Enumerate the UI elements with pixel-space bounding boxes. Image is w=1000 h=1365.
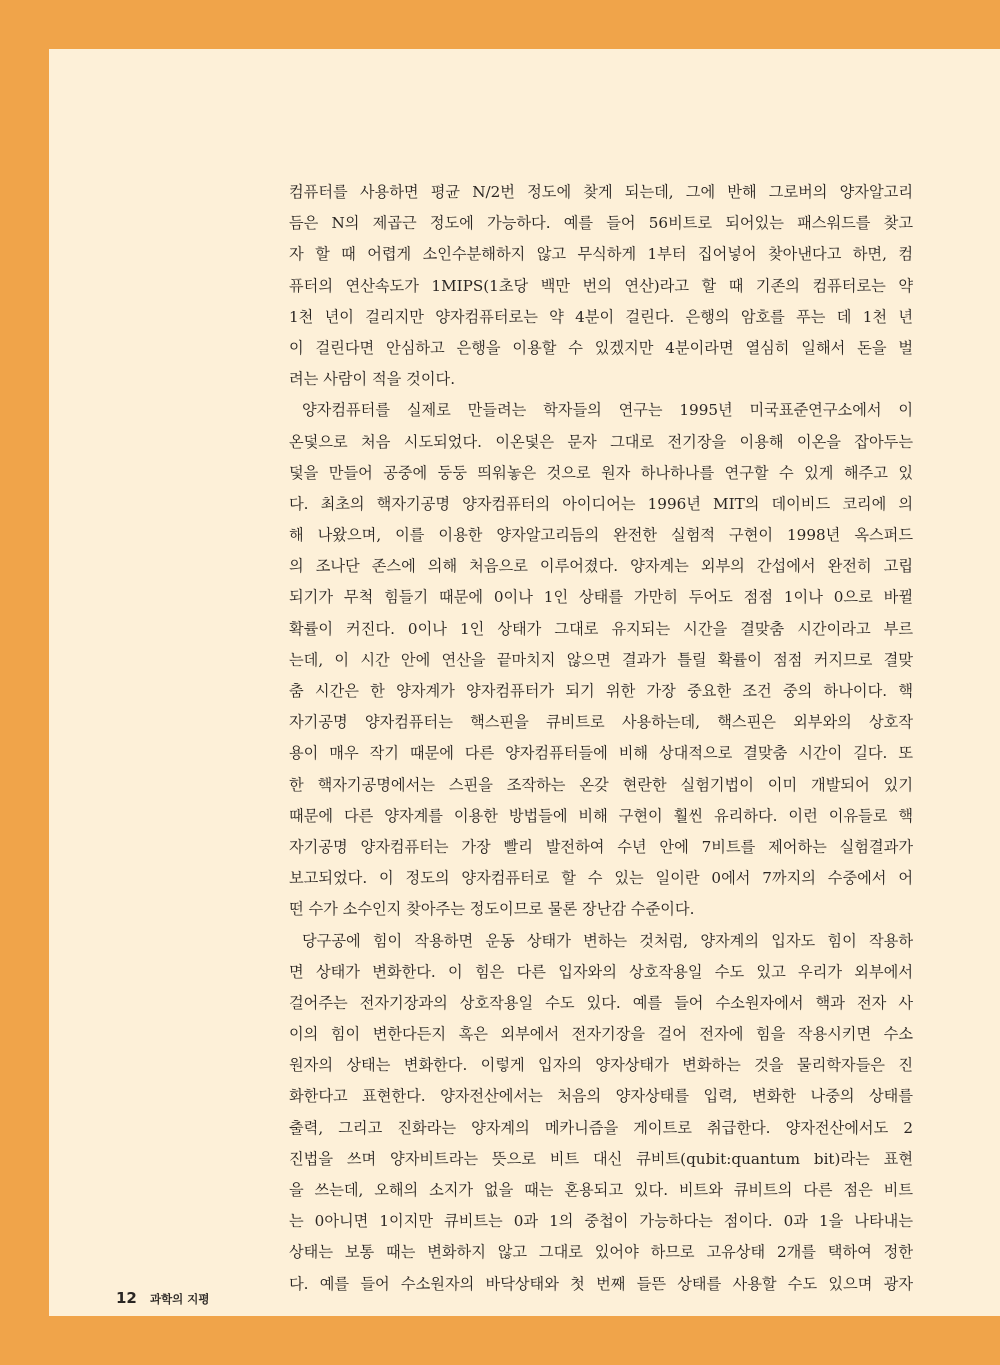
text-line: 이 걸린다면 안심하고 은행을 이용할 수 있겠지만 4분이라면 열심히 일해서 돈을 벌 xyxy=(289,338,913,357)
text-line: 는데, 이 시간 안에 연산을 끝마치지 않으면 결과가 틀릴 확률이 점점 커지므로 결맞 xyxy=(289,650,913,669)
text-line: 컴퓨터를 사용하면 평균 N/2번 정도에 찾게 되는데, 그에 반해 그로버의 양자알고리 xyxy=(289,183,913,201)
paragraph xyxy=(289,395,913,925)
text-line: 려는 사람이 적을 것이다. xyxy=(289,370,456,389)
text-line: 상태는 보통 때는 변화하지 않고 그대로 있어야 하므로 고유상태 2개를 택하여 정한 xyxy=(289,1243,913,1262)
text-line: 다. 최초의 핵자기공명 양자컴퓨터의 아이디어는 1996년 MIT의 데이비드 코리에 의 xyxy=(289,494,913,513)
text-line: 때문에 다른 양자계를 이용한 방법들에 비해 구현이 훨씬 유리하다. 이런 이유들로 핵 xyxy=(289,806,913,825)
text-line: 이의 힘이 변한다든지 혹은 외부에서 전자기장을 걸어 전자에 힘을 작용시키면 수소 xyxy=(289,1025,913,1044)
page-footer xyxy=(116,1288,210,1307)
article-body xyxy=(289,177,913,1300)
text-line: 확률이 커진다. 0이나 1인 상태가 그대로 유지되는 시간을 결맞춤 시간이라고 부르 xyxy=(289,619,913,638)
page-sheet xyxy=(49,49,1000,1316)
text-line: 온덫으로 처음 시도되었다. 이온덫은 문자 그대로 전기장을 이용해 이온을 잡아두는 xyxy=(289,432,913,451)
text-line: 는 0아니면 1이지만 큐비트는 0과 1의 중첩이 가능하다는 점이다. 0과 1을 나타내는 xyxy=(289,1212,913,1231)
text-line: 보고되었다. 이 정도의 양자컴퓨터로 할 수 있는 일이란 0에서 7까지의 수중에서 어 xyxy=(289,869,913,888)
text-line: 양자컴퓨터를 실제로 만들려는 학자들의 연구는 1995년 미국표준연구소에서 이 xyxy=(302,401,913,420)
text-line: 진법을 쓰며 양자비트라는 뜻으로 비트 대신 큐비트(qubit:quantum bit)라는 표현 xyxy=(289,1149,913,1168)
text-line: 춤 시간은 한 양자계가 양자컴퓨터가 되기 위한 가장 중요한 조건 중의 하나이다. 핵 xyxy=(289,682,913,700)
text-line: 1천 년이 걸리지만 양자컴퓨터로는 약 4분이 걸린다. 은행의 암호를 푸는 데 1천 년 xyxy=(289,307,913,326)
text-line: 원자의 상태는 변화한다. 이렇게 입자의 양자상태가 변화하는 것을 물리학자들은 진 xyxy=(289,1056,913,1075)
text-line: 떤 수가 소수인지 찾아주는 정도이므로 물론 장난감 수준이다. xyxy=(289,900,695,919)
paragraph xyxy=(289,177,913,395)
text-line: 덫을 만들어 공중에 둥둥 띄워놓은 것으로 원자 하나하나를 연구할 수 있게 해주고 있 xyxy=(289,463,913,482)
text-line: 걸어주는 전자기장과의 상호작용일 수도 있다. 예를 들어 수소원자에서 핵과 전자 사 xyxy=(289,993,913,1012)
text-line: 한 핵자기공명에서는 스핀을 조작하는 온갖 현란한 실험기법이 이미 개발되어 있기 xyxy=(289,775,913,794)
text-line: 의 조나단 존스에 의해 처음으로 이루어졌다. 양자계는 외부의 간섭에서 완전히 고립 xyxy=(289,557,913,576)
text-line: 자기공명 양자컴퓨터는 가장 빨리 발전하여 수년 안에 7비트를 제어하는 실험결과가 xyxy=(289,837,913,856)
magazine-name: 과학의 지평 xyxy=(149,1292,210,1306)
text-line: 자기공명 양자컴퓨터는 핵스핀을 큐비트로 사용하는데, 핵스핀은 외부와의 상호작 xyxy=(289,713,913,732)
text-line: 되기가 무척 힘들기 때문에 0이나 1인 상태를 가만히 두어도 점점 1이나 0으로 바뀔 xyxy=(289,588,913,607)
page-number: 12 xyxy=(116,1289,137,1307)
text-line: 당구공에 힘이 작용하면 운동 상태가 변하는 것처럼, 양자계의 입자도 힘이 작용하 xyxy=(302,931,913,950)
text-line: 듬은 N의 제곱근 정도에 가능하다. 예를 들어 56비트로 되어있는 패스워드를 찾고 xyxy=(289,214,913,233)
text-line: 용이 매우 작기 때문에 다른 양자컴퓨터들에 비해 상대적으로 결맞춤 시간이 길다. 또 xyxy=(289,744,913,763)
text-line: 출력, 그리고 진화라는 양자계의 메카니즘을 게이트로 취급한다. 양자전산에서도 2 xyxy=(289,1118,913,1137)
text-line: 해 나왔으며, 이를 이용한 양자알고리듬의 완전한 실험적 구현이 1998년 옥스퍼드 xyxy=(289,526,913,545)
paragraph xyxy=(289,926,913,1300)
text-line: 화한다고 표현한다. 양자전산에서는 처음의 양자상태를 입력, 변화한 나중의 상태를 xyxy=(289,1087,913,1106)
text-line: 면 상태가 변화한다. 이 힘은 다른 입자와의 상호작용일 수도 있고 우리가 외부에서 xyxy=(289,962,913,981)
text-line: 퓨터의 연산속도가 1MIPS(1초당 백만 번의 연산)라고 할 때 기존의 컴퓨터로는 약 xyxy=(289,276,913,295)
text-line: 다. 예를 들어 수소원자의 바닥상태와 첫 번째 들뜬 상태를 사용할 수도 있으며 광자 xyxy=(289,1274,913,1293)
text-line: 을 쓰는데, 오해의 소지가 없을 때는 혼용되고 있다. 비트와 큐비트의 다른 점은 비트 xyxy=(289,1181,913,1199)
text-line: 자 할 때 어렵게 소인수분해하지 않고 무식하게 1부터 집어넣어 찾아낸다고 하면, 컴 xyxy=(289,245,913,264)
